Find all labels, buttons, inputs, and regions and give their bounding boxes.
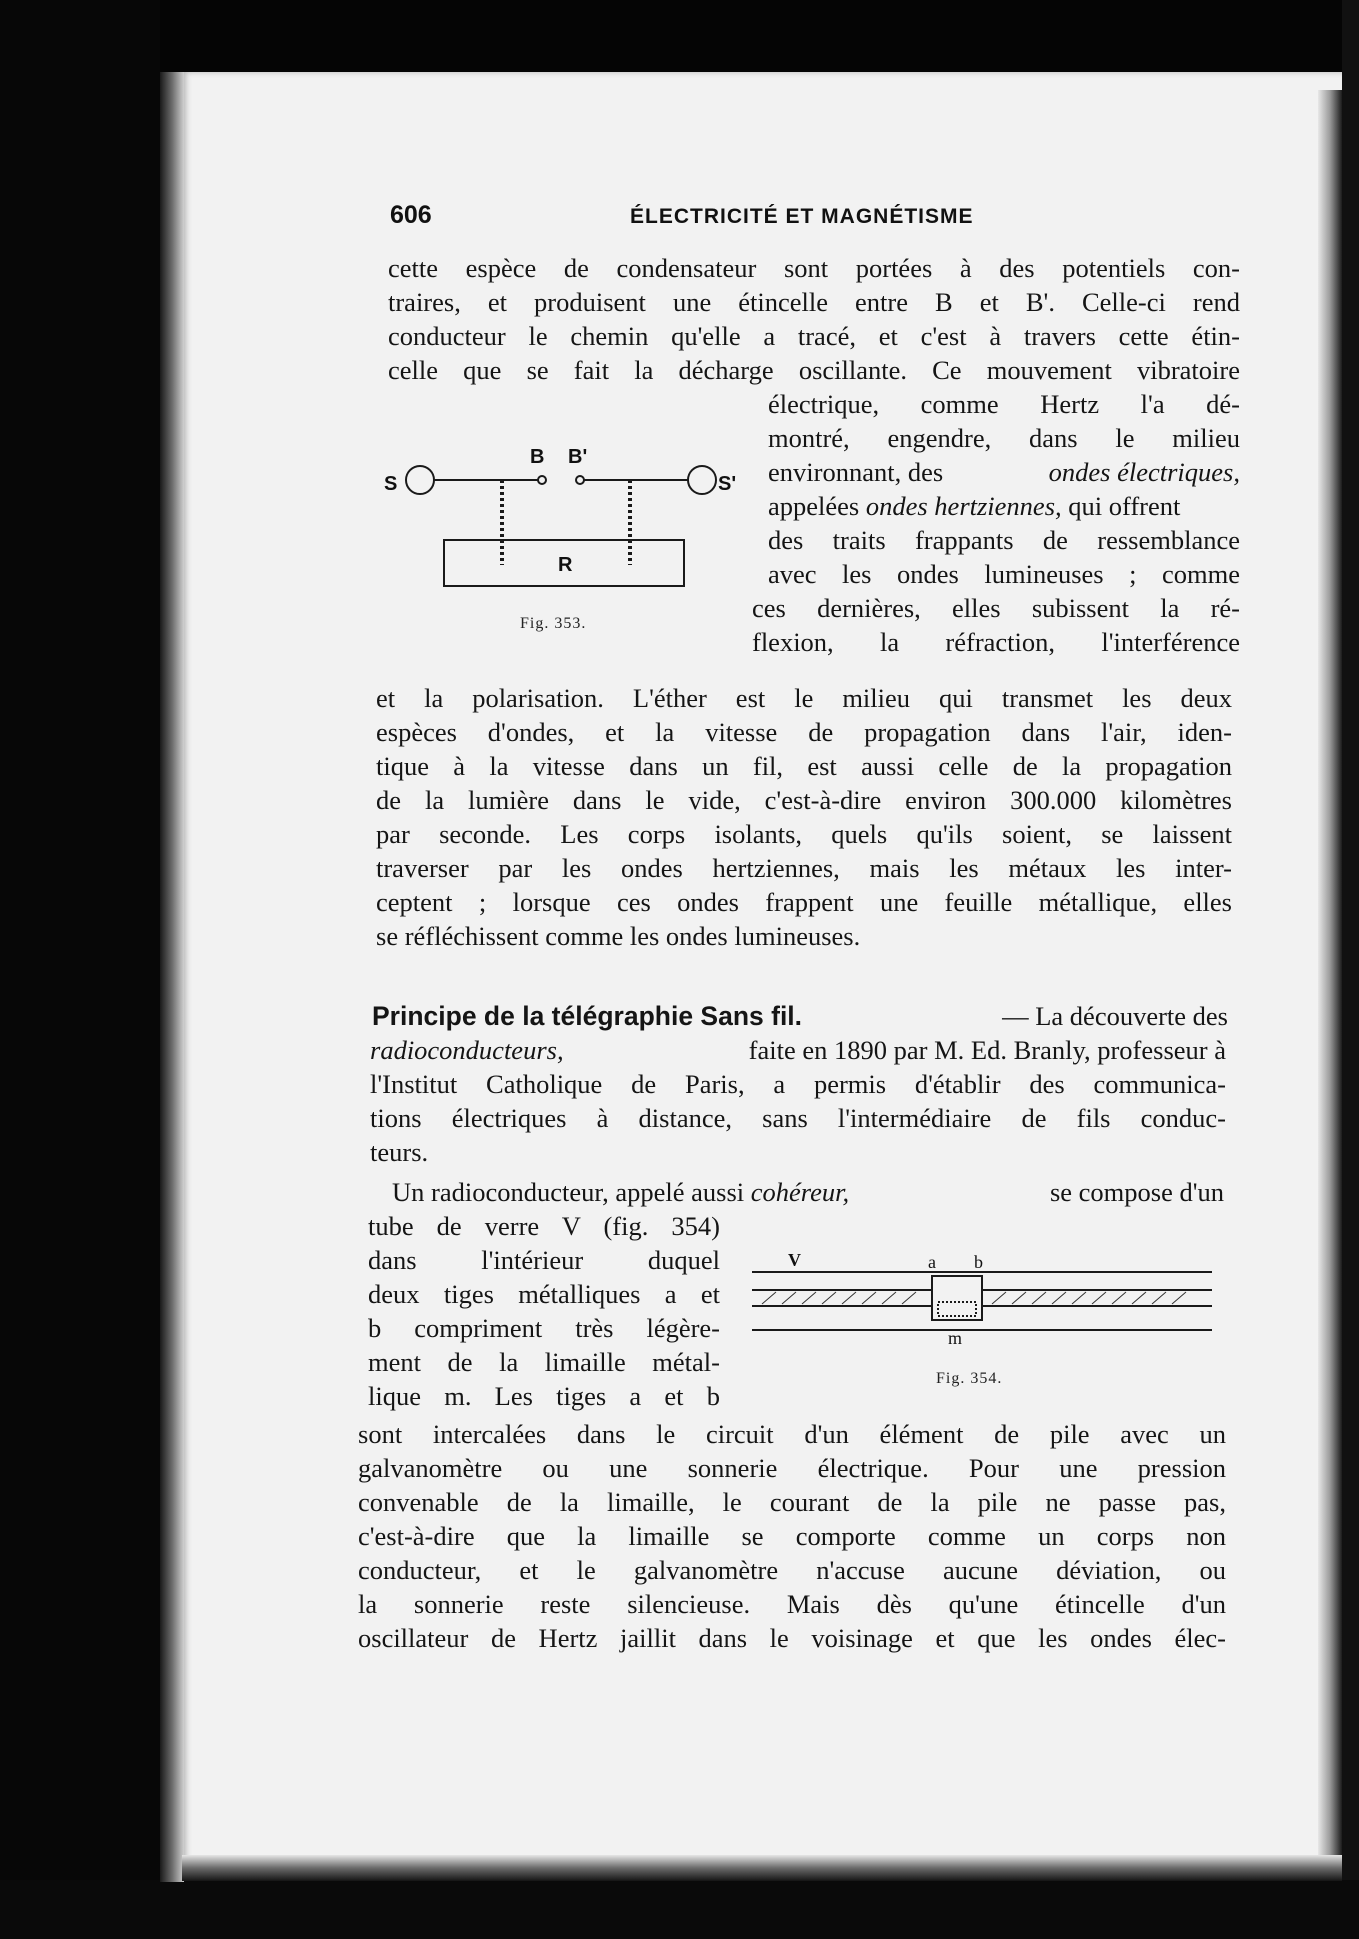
text-line: montré, engendre, dans le milieu — [768, 423, 1240, 453]
text-line: traverser par les ondes hertziennes, mais les métaux les inter- — [376, 853, 1232, 883]
text-line: et la polarisation. L'éther est le milieu qui transmet les deux — [376, 683, 1232, 713]
text-line: conducteur le chemin qu'elle a tracé, et c'est à travers cette étin- — [388, 321, 1240, 351]
label-r: R — [558, 554, 573, 576]
text-line — [370, 1034, 1226, 1067]
text-fragment: Un radioconducteur, appelé aussi — [392, 1177, 745, 1207]
label-v: V — [788, 1250, 801, 1270]
scan-border-bottom — [0, 1880, 1359, 1939]
section-heading: Principe de la télégraphie Sans fil. — [372, 1001, 803, 1031]
text-line: ces dernières, elles subissent la ré- — [752, 593, 1240, 623]
text-line: deux tiges métalliques a et — [368, 1279, 720, 1309]
section-first-line — [372, 1000, 1228, 1033]
book-spine-shadow — [160, 72, 184, 1882]
label-b-prime: B' — [568, 446, 588, 468]
text-fragment: faite en 1890 par M. Ed. Branly, professeur à — [748, 1035, 1226, 1065]
text-line: ceptent ; lorsque ces ondes frappent une feuille métallique, elles — [376, 887, 1232, 917]
label-a: a — [928, 1252, 936, 1272]
figure-354-coherer-diagram — [752, 1246, 1222, 1346]
scan-border-left — [0, 0, 160, 1939]
text-line: se réfléchissent comme les ondes lumineuses. — [376, 921, 861, 951]
sphere-s-prime — [688, 466, 716, 494]
italic-term: cohéreur, — [750, 1177, 850, 1207]
text-line: par seconde. Les corps isolants, quels qu'ils soient, se laissent — [376, 819, 1232, 849]
text-line: tions électriques à distance, sans l'intermédiaire de fils conduc- — [370, 1103, 1226, 1133]
italic-term: ondes hertziennes, — [865, 491, 1062, 521]
text-line: électrique, comme Hertz l'a dé- — [768, 389, 1240, 419]
sphere-s — [406, 466, 434, 494]
italic-term: radioconducteurs, — [370, 1035, 564, 1065]
text-line: l'Institut Catholique de Paris, a permis d'établir des communica- — [370, 1069, 1226, 1099]
page-header — [390, 201, 1230, 241]
text-line: traires, et produisent une étincelle entre B et B'. Celle-ci rend — [388, 287, 1240, 317]
scan-border-right — [1342, 0, 1359, 1939]
page-right-edge — [1318, 90, 1342, 1870]
text-line: flexion, la réfraction, l'interférence — [752, 627, 1240, 657]
page-number: 606 — [390, 201, 432, 229]
text-line: dans l'intérieur duquel — [368, 1245, 720, 1275]
label-m: m — [948, 1328, 963, 1346]
text-line: conducteur, et le galvanomètre n'accuse aucune déviation, ou — [358, 1555, 1226, 1585]
text-line: lique m. Les tiges a et b — [368, 1381, 720, 1411]
label-s-prime: S' — [718, 473, 737, 495]
text-line: sont intercalées dans le circuit d'un élément de pile avec un — [358, 1419, 1226, 1449]
figure-353-caption: Fig. 353. — [520, 615, 587, 632]
text-line — [392, 1176, 1224, 1209]
text-line: tube de verre V (fig. 354) — [368, 1211, 720, 1241]
text-line — [768, 490, 1240, 523]
label-b: B — [530, 446, 545, 468]
text-line: teurs. — [370, 1137, 429, 1167]
text-fragment: environnant, des — [768, 457, 944, 487]
text-line: cette espèce de condensateur sont portées à des potentiels con- — [388, 253, 1240, 283]
text-line: c'est-à-dire que la limaille se comporte comme un corps non — [358, 1521, 1226, 1551]
scan-border-top — [0, 0, 1359, 72]
text-line: la sonnerie reste silencieuse. Mais dès qu'une étincelle d'un — [358, 1589, 1226, 1619]
text-fragment: — La découverte des — [1002, 1001, 1228, 1031]
text-line: de la lumière dans le vide, c'est-à-dire environ 300.000 kilomètres — [376, 785, 1232, 815]
text-fragment: se compose d'un — [1049, 1177, 1224, 1207]
label-b: b — [974, 1252, 983, 1272]
text-fragment: qui offrent — [1068, 491, 1181, 521]
text-line: avec les ondes lumineuses ; comme — [768, 559, 1240, 589]
figure-354-caption: Fig. 354. — [936, 1370, 1003, 1387]
text-line: ment de la limaille métal- — [368, 1347, 720, 1377]
figure-353-oscillator-diagram — [380, 440, 750, 640]
text-fragment: appelées — [768, 491, 860, 521]
text-line: convenable de la limaille, le courant de la pile ne passe pas, — [358, 1487, 1226, 1517]
text-line: tique à la vitesse dans un fil, est aussi celle de la propagation — [376, 751, 1232, 781]
text-line: des traits frappants de ressemblance — [768, 525, 1240, 555]
running-title: ÉLECTRICITÉ ET MAGNÉTISME — [630, 205, 974, 228]
text-line: espèces d'ondes, et la vitesse de propagation dans l'air, iden- — [376, 717, 1232, 747]
text-line: galvanomètre ou une sonnerie électrique. Pour une pression — [358, 1453, 1226, 1483]
italic-term: ondes électriques, — [1048, 457, 1240, 487]
label-s: S — [384, 473, 398, 495]
text-line — [768, 456, 1240, 489]
text-line: b compriment très légère- — [368, 1313, 720, 1343]
text-line: oscillateur de Hertz jaillit dans le voisinage et que les ondes élec- — [358, 1623, 1226, 1653]
text-line: celle que se fait la décharge oscillante. Ce mouvement vibratoire — [388, 355, 1240, 385]
page-bottom-edge — [182, 1855, 1342, 1881]
